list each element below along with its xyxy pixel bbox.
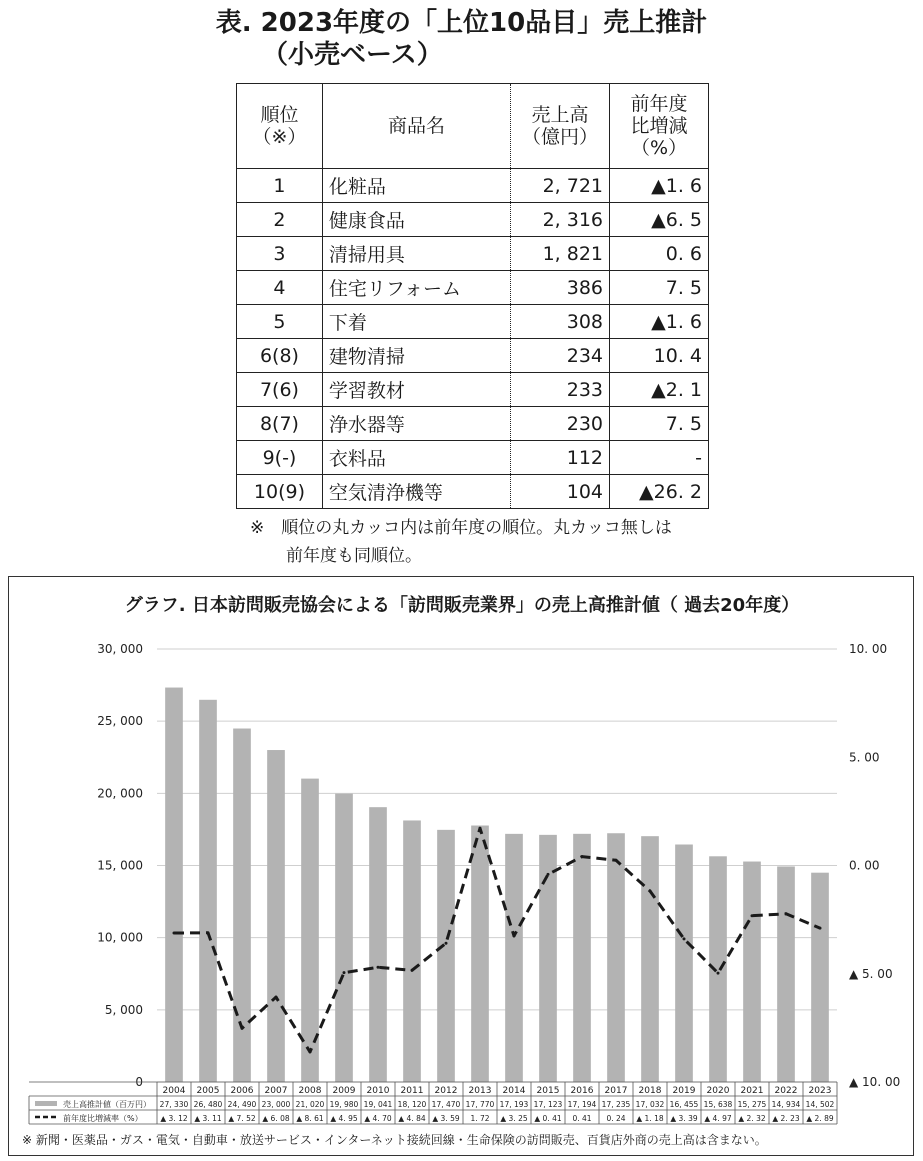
cell-change: ▲1. 6 (610, 305, 709, 339)
cell-name: 浄水器等 (322, 407, 510, 441)
right-axis-tick-label: ▲ 10. 00 (849, 1075, 901, 1089)
cell-rank: 9(-) (237, 441, 323, 475)
table-row (237, 373, 709, 407)
cell-change: ▲26. 2 (610, 475, 709, 509)
cell-sales: 112 (511, 441, 610, 475)
table-row (237, 441, 709, 475)
x-tick-label: 2011 (400, 1086, 424, 1096)
rate-data-label: ▲ 0. 41 (534, 1114, 562, 1123)
cell-change: ▲6. 5 (610, 203, 709, 237)
table-row (237, 203, 709, 237)
cell-rank: 8(7) (237, 407, 323, 441)
cell-sales: 1, 821 (511, 237, 610, 271)
legend-bar-label: 売上高推計値（百万円） (63, 1100, 151, 1109)
cell-name: 清掃用具 (322, 237, 510, 271)
header-sales-line2: （億円） (522, 126, 599, 148)
cell-sales: 386 (511, 271, 610, 305)
sales-data-label: 17, 770 (465, 1100, 495, 1109)
left-axis-tick-label: 20, 000 (97, 786, 143, 801)
left-axis-tick-label: 10, 000 (97, 930, 143, 945)
rate-data-label: ▲ 2. 32 (738, 1114, 766, 1123)
table-row (237, 339, 709, 373)
rate-data-label: ▲ 3. 12 (160, 1114, 188, 1123)
bar (267, 750, 285, 1082)
chart-title: グラフ. 日本訪問販売協会による「訪問販売業界」の売上高推計値（ 過去20年度） (124, 595, 800, 616)
growth-rate-point (207, 931, 210, 934)
left-axis-tick-label: 25, 000 (97, 714, 143, 729)
growth-rate-point (649, 890, 652, 893)
rate-data-label: ▲ 4. 70 (364, 1114, 392, 1123)
x-tick-label: 2020 (706, 1086, 730, 1096)
x-tick-label: 2019 (672, 1086, 696, 1096)
cell-name: 衣料品 (322, 441, 510, 475)
header-change-line2: 比増減 (630, 115, 688, 137)
header-rank (237, 84, 323, 169)
cell-sales: 2, 316 (511, 203, 610, 237)
cell-change: - (610, 441, 709, 475)
x-tick-label: 2007 (264, 1086, 288, 1096)
sales-chart (9, 577, 915, 1157)
growth-rate-point (173, 932, 176, 935)
x-tick-label: 2012 (434, 1086, 458, 1096)
x-tick-label: 2018 (638, 1086, 662, 1096)
x-tick-label: 2009 (332, 1086, 356, 1096)
cell-rank: 1 (237, 169, 323, 203)
cell-name: 健康食品 (322, 203, 510, 237)
sales-data-label: 17, 193 (499, 1100, 529, 1109)
cell-sales: 2, 721 (511, 169, 610, 203)
table-header-row (237, 84, 709, 169)
cell-name: 化粧品 (322, 169, 510, 203)
right-axis-tick-label: 5. 00 (849, 750, 880, 765)
sales-data-label: 23, 000 (261, 1100, 291, 1109)
header-sales-line1: 売上高 (531, 104, 589, 126)
cell-sales: 233 (511, 373, 610, 407)
cell-change: ▲2. 1 (610, 373, 709, 407)
table-note-line2: 前年度も同順位。 (286, 546, 422, 566)
x-tick-label: 2013 (468, 1086, 492, 1096)
left-axis-tick-label: 15, 000 (97, 858, 143, 873)
growth-rate-point (513, 934, 516, 937)
right-axis-tick-label: 0. 00 (849, 858, 880, 873)
x-tick-label: 2021 (740, 1086, 764, 1096)
cell-sales: 234 (511, 339, 610, 373)
table-row (237, 407, 709, 441)
x-tick-label: 2005 (196, 1086, 220, 1096)
x-tick-label: 2022 (774, 1086, 798, 1096)
left-axis-tick-label: 0 (135, 1075, 143, 1089)
growth-rate-point (615, 859, 618, 862)
bar (165, 688, 183, 1082)
rate-data-label: ▲ 4. 84 (398, 1114, 426, 1123)
growth-rate-point (683, 937, 686, 940)
bar (607, 833, 625, 1082)
sales-data-label: 17, 470 (431, 1100, 461, 1109)
table-row (237, 271, 709, 305)
sales-data-label: 14, 934 (771, 1100, 801, 1109)
cell-sales: 230 (511, 407, 610, 441)
right-axis-tick-label: 10. 00 (849, 642, 888, 656)
bar (743, 862, 761, 1082)
growth-rate-point (309, 1050, 312, 1053)
bar (505, 834, 523, 1082)
sales-data-label: 26, 480 (193, 1100, 223, 1109)
left-axis-tick-label: 30, 000 (97, 642, 143, 656)
bar (811, 873, 829, 1082)
cell-change: 10. 4 (610, 339, 709, 373)
header-change-line1: 前年度 (630, 93, 688, 115)
cell-change: ▲1. 6 (610, 169, 709, 203)
rate-data-label: ▲ 2. 23 (772, 1114, 800, 1123)
growth-rate-point (275, 996, 278, 999)
table-note (250, 514, 672, 570)
rate-data-label: ▲ 8. 61 (296, 1114, 324, 1123)
bar (199, 700, 217, 1082)
growth-rate-point (241, 1027, 244, 1030)
header-rank-line2: （※） (252, 126, 307, 148)
table-row (237, 475, 709, 509)
rate-data-label: 1. 72 (470, 1114, 490, 1123)
rate-data-label: ▲ 6. 08 (262, 1114, 290, 1123)
growth-rate-point (377, 966, 380, 969)
rate-data-label: ▲ 3. 39 (670, 1114, 698, 1123)
bar (403, 820, 421, 1082)
sales-data-label: 17, 123 (533, 1100, 563, 1109)
rate-data-label: 0. 41 (572, 1114, 592, 1123)
growth-rate-point (751, 914, 754, 917)
cell-change: 0. 6 (610, 237, 709, 271)
x-tick-label: 2016 (570, 1086, 594, 1096)
right-axis-tick-label: ▲ 5. 00 (849, 966, 893, 981)
rate-data-label: ▲ 3. 25 (500, 1114, 528, 1123)
cell-rank: 5 (237, 305, 323, 339)
header-change-line3: （%） (630, 137, 688, 159)
bar (369, 807, 387, 1082)
header-sales (511, 84, 610, 169)
sales-data-label: 14, 502 (805, 1100, 835, 1109)
left-axis-tick-label: 5, 000 (104, 1002, 143, 1017)
cell-rank: 6(8) (237, 339, 323, 373)
bar (471, 826, 489, 1082)
growth-rate-point (717, 972, 720, 975)
bar (709, 856, 727, 1082)
rate-data-label: 0. 24 (606, 1114, 626, 1123)
table-note-line1: ※ 順位の丸カッコ内は前年度の順位。丸カッコ無しは (250, 518, 672, 538)
bar (675, 844, 693, 1082)
bar (573, 834, 591, 1082)
sales-data-label: 27, 330 (159, 1100, 189, 1109)
bar (335, 794, 353, 1082)
cell-name: 学習教材 (322, 373, 510, 407)
sales-data-label: 17, 032 (635, 1100, 665, 1109)
cell-rank: 2 (237, 203, 323, 237)
growth-rate-point (411, 969, 414, 972)
cell-change: 7. 5 (610, 407, 709, 441)
cell-name: 空気清浄機等 (322, 475, 510, 509)
legend-bar-key (35, 1101, 57, 1106)
rate-data-label: ▲ 4. 95 (330, 1114, 358, 1123)
table-subtitle: （小売ベース） (262, 40, 443, 70)
cell-change: 7. 5 (610, 271, 709, 305)
cell-sales: 308 (511, 305, 610, 339)
table-row (237, 237, 709, 271)
rate-data-label: ▲ 2. 89 (806, 1114, 834, 1123)
bar (777, 866, 795, 1082)
rate-data-label: ▲ 7. 52 (228, 1114, 256, 1123)
sales-data-label: 16, 455 (669, 1100, 699, 1109)
table-body (237, 169, 709, 509)
cell-rank: 4 (237, 271, 323, 305)
rate-data-label: ▲ 1. 18 (636, 1114, 664, 1123)
x-tick-label: 2023 (808, 1086, 832, 1096)
ranking-table (236, 83, 709, 509)
cell-sales: 104 (511, 475, 610, 509)
chart-footnote: ※ 新聞・医薬品・ガス・電気・自動車・放送サービス・インターネット接続回線・生命保険の訪問販売、百貨店外商の売上高は含まない。 (22, 1133, 767, 1147)
cell-rank: 10(9) (237, 475, 323, 509)
cell-name: 建物清掃 (322, 339, 510, 373)
growth-rate-point (547, 873, 550, 876)
growth-rate-point (581, 855, 584, 858)
legend-line-label: 前年度比増減率（%） (63, 1114, 143, 1123)
growth-rate-point (785, 912, 788, 915)
cell-name: 住宅リフォーム (322, 271, 510, 305)
sales-data-label: 15, 638 (703, 1100, 733, 1109)
cell-rank: 7(6) (237, 373, 323, 407)
x-tick-label: 2015 (536, 1086, 560, 1096)
sales-data-label: 19, 980 (329, 1100, 359, 1109)
table-row (237, 169, 709, 203)
sales-data-label: 18, 120 (397, 1100, 427, 1109)
bar (641, 836, 659, 1082)
header-name: 商品名 (322, 84, 510, 169)
rate-data-label: ▲ 3. 11 (194, 1114, 222, 1123)
rate-data-label: ▲ 3. 59 (432, 1114, 460, 1123)
x-tick-label: 2017 (604, 1086, 628, 1096)
x-tick-label: 2010 (366, 1086, 390, 1096)
header-change (610, 84, 709, 169)
growth-rate-point (445, 942, 448, 945)
sales-data-label: 17, 235 (601, 1100, 631, 1109)
growth-rate-point (343, 971, 346, 974)
x-tick-label: 2008 (298, 1086, 322, 1096)
x-tick-label: 2014 (502, 1086, 526, 1096)
bar (437, 830, 455, 1082)
sales-data-label: 15, 275 (737, 1100, 767, 1109)
chart-panel (8, 576, 914, 1156)
sales-data-label: 21, 020 (295, 1100, 325, 1109)
header-rank-line1: 順位 (260, 104, 299, 126)
sales-data-label: 17, 194 (567, 1100, 597, 1109)
cell-name: 下着 (322, 305, 510, 339)
table-title: 表. 2023年度の「上位10品目」売上推計 (215, 8, 708, 38)
x-tick-label: 2006 (230, 1086, 254, 1096)
table-row (237, 305, 709, 339)
sales-data-label: 19, 041 (363, 1100, 393, 1109)
cell-rank: 3 (237, 237, 323, 271)
growth-rate-point (819, 927, 822, 930)
growth-rate-point (479, 827, 482, 830)
sales-data-label: 24, 490 (227, 1100, 257, 1109)
rate-data-label: ▲ 4. 97 (704, 1114, 732, 1123)
x-tick-label: 2004 (162, 1086, 186, 1096)
